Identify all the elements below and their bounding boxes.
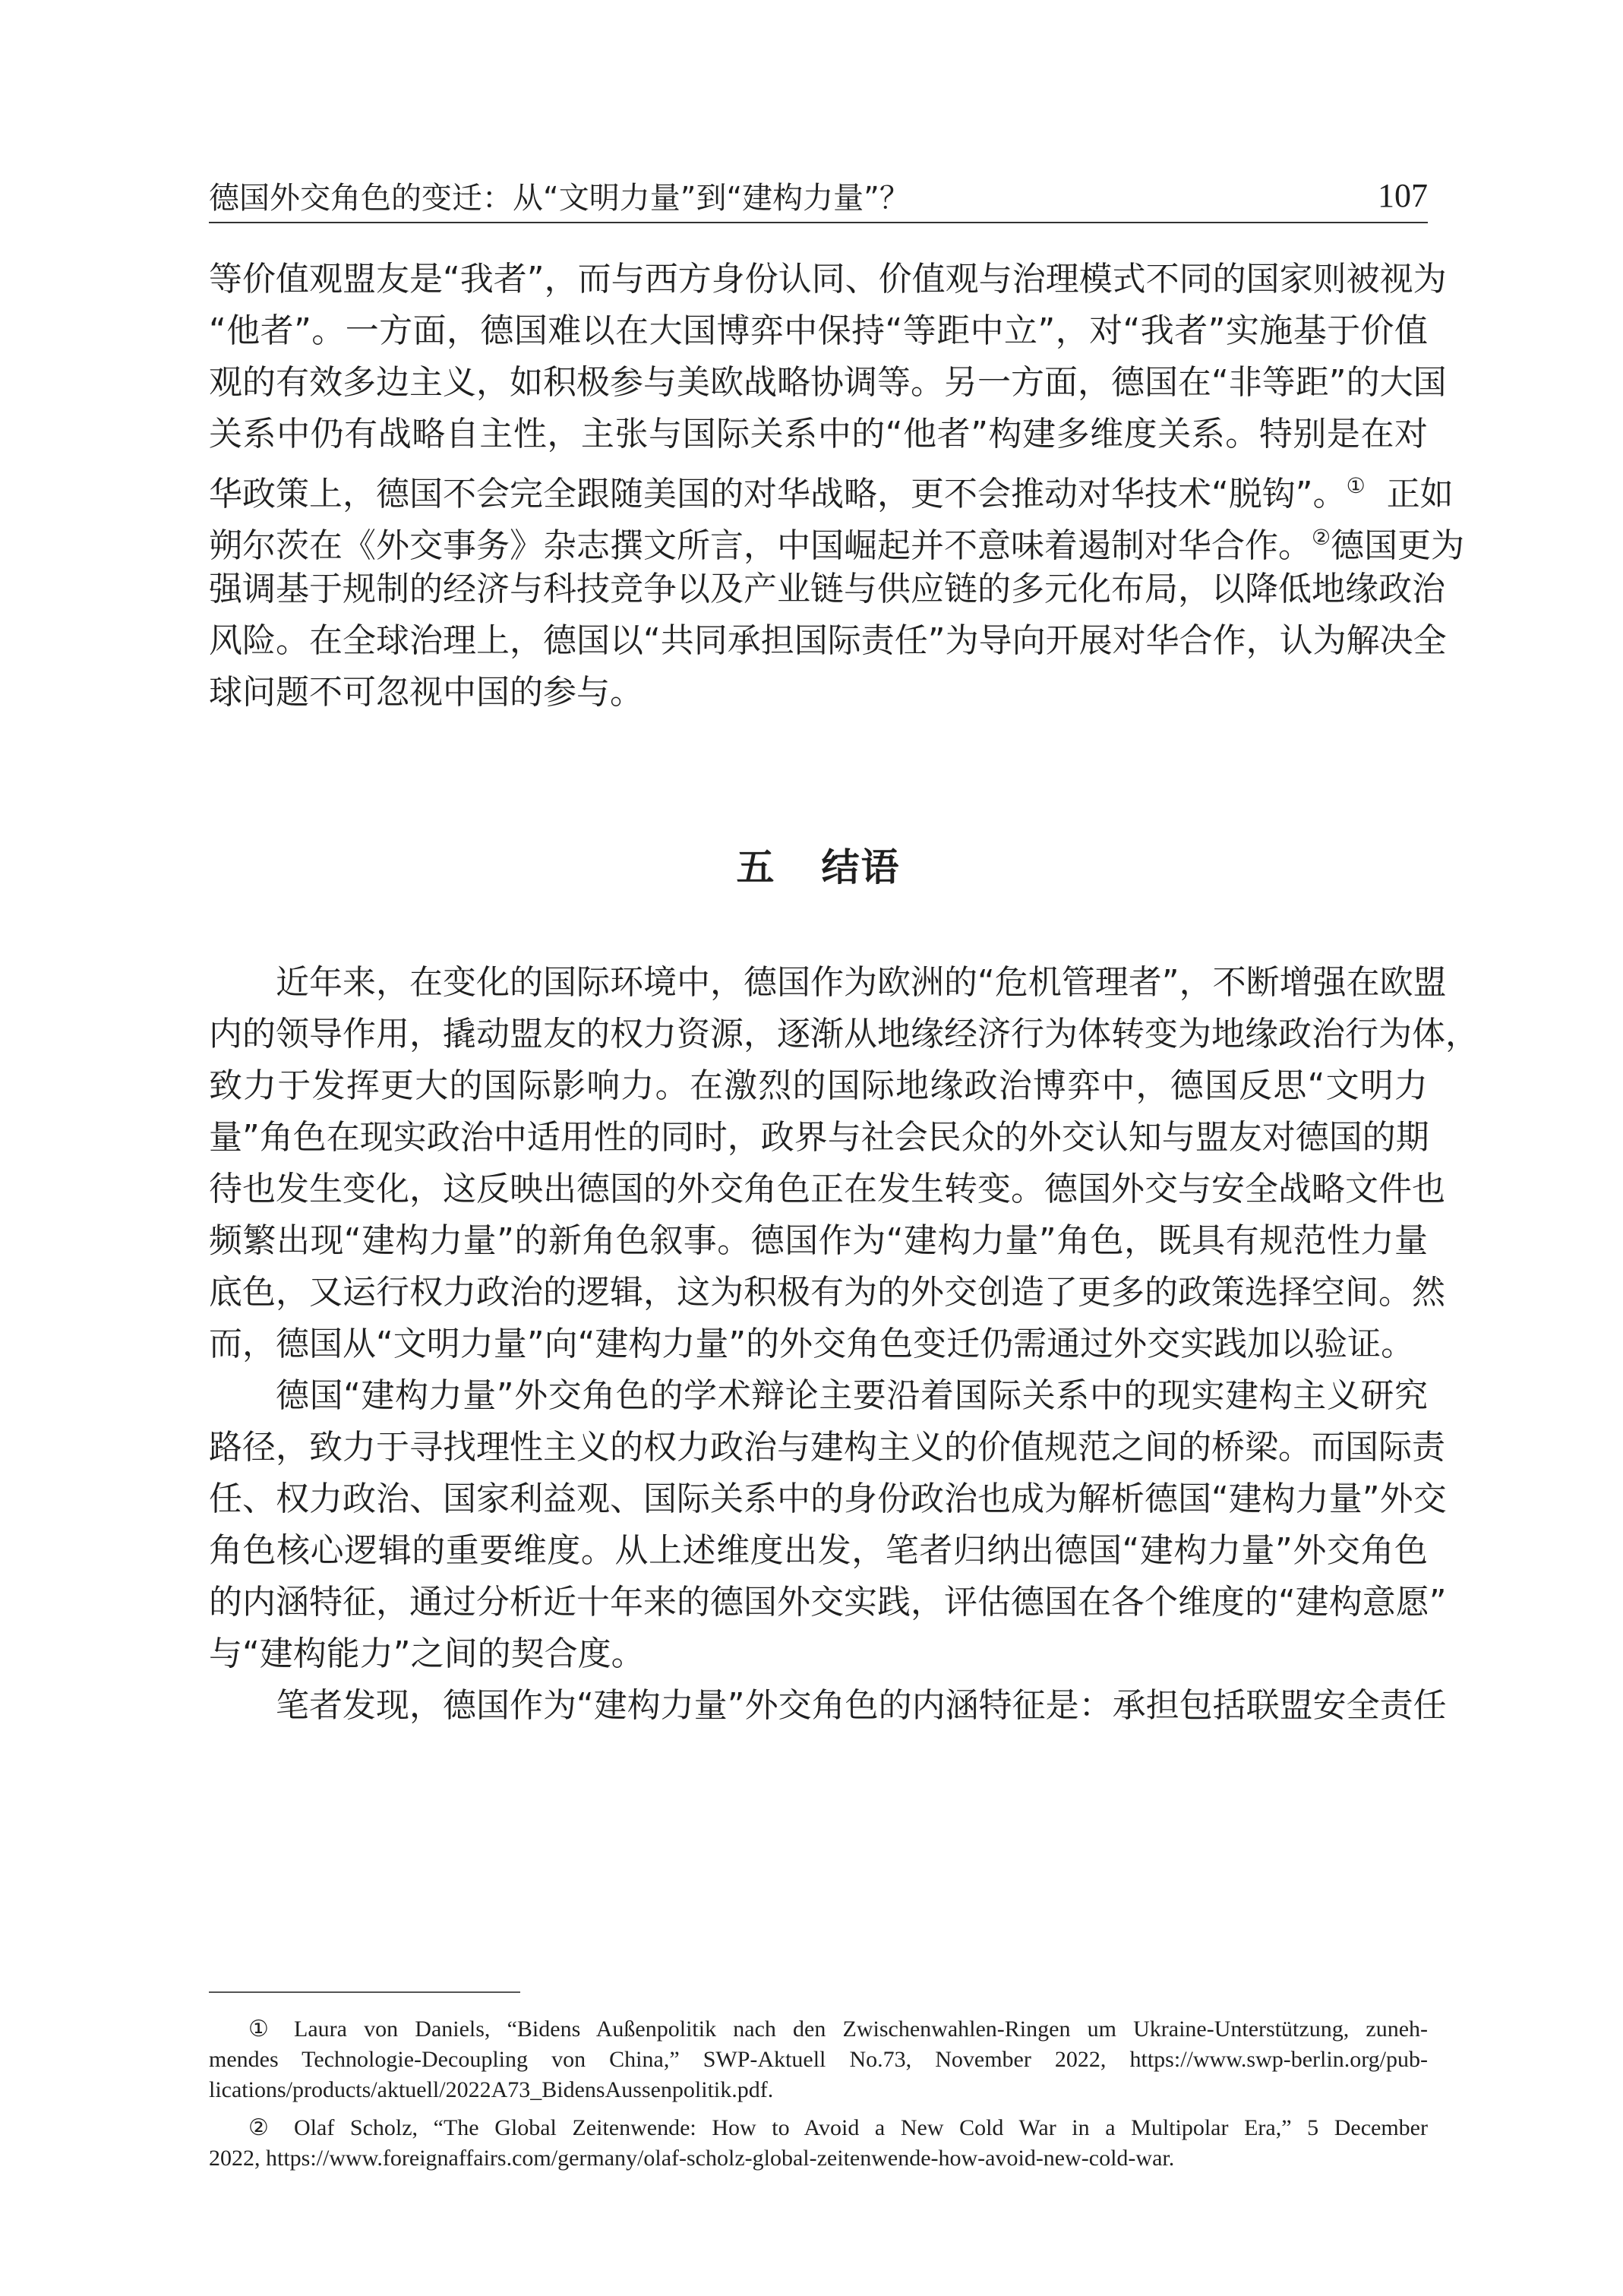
text-line: [209, 512, 1465, 565]
footnote-line: [209, 2113, 1428, 2143]
text-line: 观的有效多边主义，如积极参与美欧战略协调等。另一方面，德国在“非等距”的大国: [209, 363, 1447, 402]
text-line: 近年来，在变化的国际环境中，德国作为欧洲的“危机管理者”，不断增强在欧盟: [276, 963, 1447, 1002]
section-title: 结语: [821, 845, 901, 889]
footnote-ref-1[interactable]: ①: [1346, 473, 1366, 498]
footnote-line: mendes Technologie-Decoupling von China,” SWP-Aktuell No.73, November 2022, https://www.swp-berlin.org/pub-: [209, 2047, 1428, 2072]
footnote-text: Olaf Scholz, “The Global Zeitenwende: How to Avoid a New Cold War in a Multipolar Era,” 5 December: [294, 2115, 1428, 2140]
text-line: 量”角色在现实政治中适用性的同时，政界与社会民众的外交认知与盟友对德国的期: [209, 1118, 1429, 1157]
text-line: 而，德国从“文明力量”向“建构力量”的外交角色变迁仍需通过外交实践加以验证。: [209, 1325, 1415, 1363]
text-line: 的内涵特征，通过分析近十年来的德国外交实践，评估德国在各个维度的“建构意愿”: [209, 1583, 1447, 1622]
text-line: 路径，致力于寻找理性主义的权力政治与建构主义的价值规范之间的桥梁。而国际责: [209, 1428, 1445, 1467]
text-line: 等价值观盟友是“我者”，而与西方身份认同、价值观与治理模式不同的国家则被视为: [209, 260, 1447, 298]
text-line: 底色，又运行权力政治的逻辑，这为积极有为的外交创造了更多的政策选择空间。然: [209, 1273, 1445, 1312]
section-number: 五: [736, 845, 776, 889]
text-line: 致力于发挥更大的国际影响力。在激烈的国际地缘政治博弈中，德国反思“文明力: [209, 1066, 1428, 1105]
footnote-line: 2022, https://www.foreignaffairs.com/germany/olaf-scholz-global-zeitenwende-how-avoid-new-cold-war.: [209, 2146, 1175, 2171]
paragraph-continued: [209, 254, 1465, 718]
text-line: 风险。在全球治理上，德国以“共同承担国际责任”为导向开展对华合作，认为解决全: [209, 621, 1447, 660]
text-line: 频繁出现“建构力量”的新角色叙事。德国作为“建构力量”角色，既具有规范性力量: [209, 1221, 1428, 1260]
text-segment: 德国更为: [1331, 526, 1465, 565]
footnotes: [209, 2014, 1428, 2174]
text-line: 球问题不可忽视中国的参与。: [209, 673, 643, 712]
text-line: 强调基于规制的经济与科技竞争以及产业链与供应链的多元化布局，以降低地缘政治: [209, 570, 1445, 608]
text-line: 内的领导作用，撬动盟友的权力资源，逐渐从地缘经济行为体转变为地缘政治行为体，: [209, 1015, 1479, 1053]
footnote-line: lications/products/aktuell/2022A73_BidensAussenpolitik.pdf.: [209, 2077, 774, 2102]
text-segment: 正如: [1386, 475, 1454, 513]
text-line: 德国“建构力量”外交角色的学术辩论主要沿着国际关系中的现实建构主义研究: [276, 1376, 1428, 1415]
page-number: 107: [1378, 177, 1428, 214]
footnote-text: Laura von Daniels, “Bidens Außenpolitik nach den Zwischenwahlen-Ringen um Ukraine-Unterstützung, zuneh-: [294, 2017, 1428, 2042]
footnote-ref-2[interactable]: ②: [1312, 525, 1331, 550]
text-line: 关系中仍有战略自主性，主张与国际关系中的“他者”构建多维度关系。特别是在对: [209, 415, 1428, 453]
footnote-mark: ②: [248, 2114, 269, 2141]
text-line: 待也发生变化，这反映出德国的外交角色正在发生转变。德国外交与安全战略文件也: [209, 1170, 1445, 1208]
text-segment: 朔尔茨在《外交事务》杂志撰文所言，中国崛起并不意味着遏制对华合作。: [209, 526, 1312, 565]
running-header: [209, 176, 1428, 223]
conclusion-body: [209, 957, 1479, 1732]
text-line: 与“建构能力”之间的契合度。: [209, 1634, 645, 1673]
section-heading: [209, 845, 1428, 890]
text-segment: 华政策上，德国不会完全跟随美国的对华战略，更不会推动对华技术“脱钩”。: [209, 475, 1347, 513]
footnote-line: [209, 2014, 1428, 2045]
running-title: 德国外交角色的变迁：从“文明力量”到“建构力量”？: [209, 181, 910, 216]
text-line: 任、权力政治、国家利益观、国际关系中的身份政治也成为解析德国“建构力量”外交: [209, 1480, 1447, 1518]
footnote-mark: ①: [248, 2016, 269, 2042]
text-line: 角色核心逻辑的重要维度。从上述维度出发，笔者归纳出德国“建构力量”外交角色: [209, 1531, 1428, 1570]
text-line: 笔者发现，德国作为“建构力量”外交角色的内涵特征是：承担包括联盟安全责任: [276, 1686, 1447, 1725]
text-line: [209, 460, 1454, 513]
text-line: “他者”。一方面，德国难以在大国博弈中保持“等距中立”，对“我者”实施基于价值: [209, 311, 1428, 350]
footnote-divider: [209, 1991, 520, 1993]
